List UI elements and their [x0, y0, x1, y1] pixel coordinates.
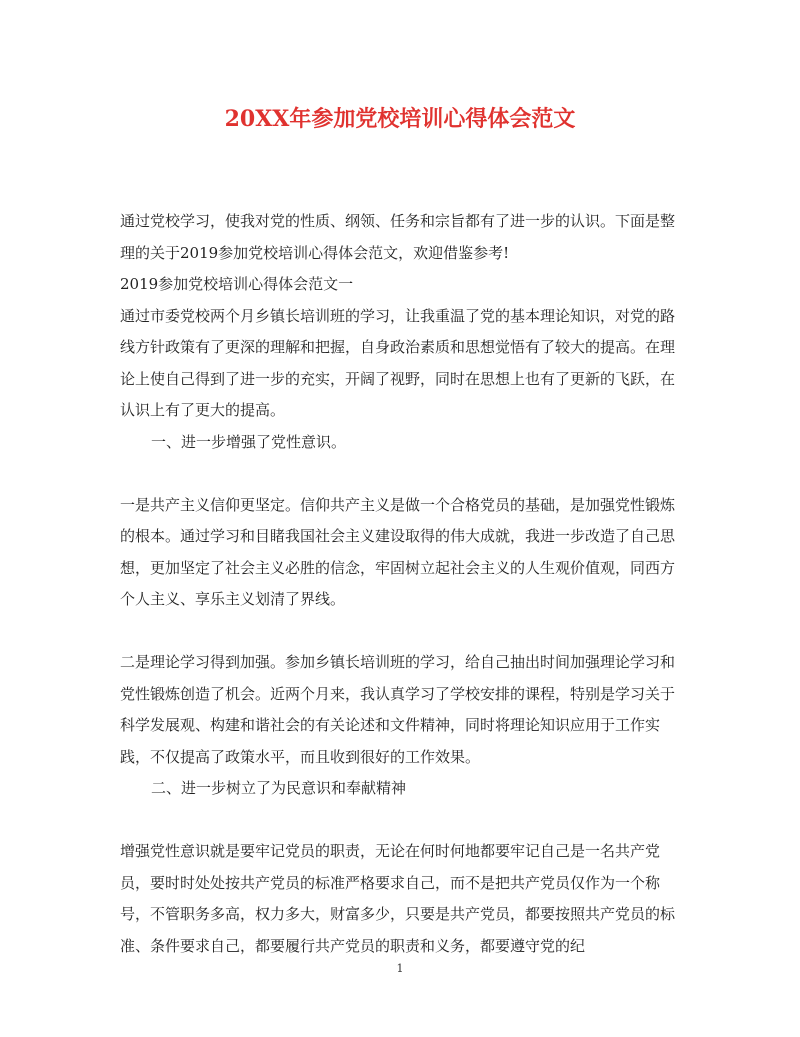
- body-paragraph: 一是共产主义信仰更坚定。信仰共产主义是做一个合格党员的基础，是加强党性锻炼的根本。通过学习和目睹我国社会主义建设取得的伟大成就，我进一步改造了自己思想，更加坚定了社会主义必胜的信念，牢固树立起社会主义的人生观价值观，同西方个人主义、享乐主义划清了界线。: [120, 495, 676, 608]
- section-heading-2: 二、进一步树立了为民意识和奉献精神: [151, 779, 407, 797]
- body-paragraph: 二是理论学习得到加强。参加乡镇长培训班的学习，给自己抽出时间加强理论学习和党性锻炼创造了机会。近两个月来，我认真学习了学校安排的课程，特别是学习关于科学发展观、构建和谐社会的有关论述和文件精神，同时将理论知识应用于工作实践，不仅提高了政策水平，而且收到很好的工作效果。: [120, 653, 676, 766]
- intro-paragraph: 通过党校学习，使我对党的性质、纲领、任务和宗旨都有了进一步的认识。下面是整理的关于2019参加党校培训心得体会范文，欢迎借鉴参考!: [120, 212, 676, 262]
- essay-heading: 2019参加党校培训心得体会范文一: [120, 275, 354, 293]
- document-title: 20XX年参加党校培训心得体会范文: [224, 106, 576, 132]
- body-paragraph: 增强党性意识就是要牢记党员的职责，无论在何时何地都要牢记自己是一名共产党员，要时时处处按共产党员的标准严格要求自己，而不是把共产党员仅作为一个称号，不管职务多高，权力多大，财富多少，只要是共产党员，都要按照共产党员的标准、条件要求自己，都要履行共产党员的职责和义务，都要遵守党的纪: [120, 842, 676, 955]
- body-paragraph: 通过市委党校两个月乡镇长培训班的学习，让我重温了党的基本理论知识，对党的路线方针政策有了更深的理解和把握，自身政治素质和思想觉悟有了较大的提高。在理论上使自己得到了进一步的充实，开阔了视野，同时在思想上也有了更新的飞跃，在认识上有了更大的提高。: [120, 306, 676, 419]
- page-number: 1: [396, 962, 404, 975]
- document-body: [120, 206, 680, 962]
- section-heading-1: 一、进一步增强了党性意识。: [151, 432, 347, 451]
